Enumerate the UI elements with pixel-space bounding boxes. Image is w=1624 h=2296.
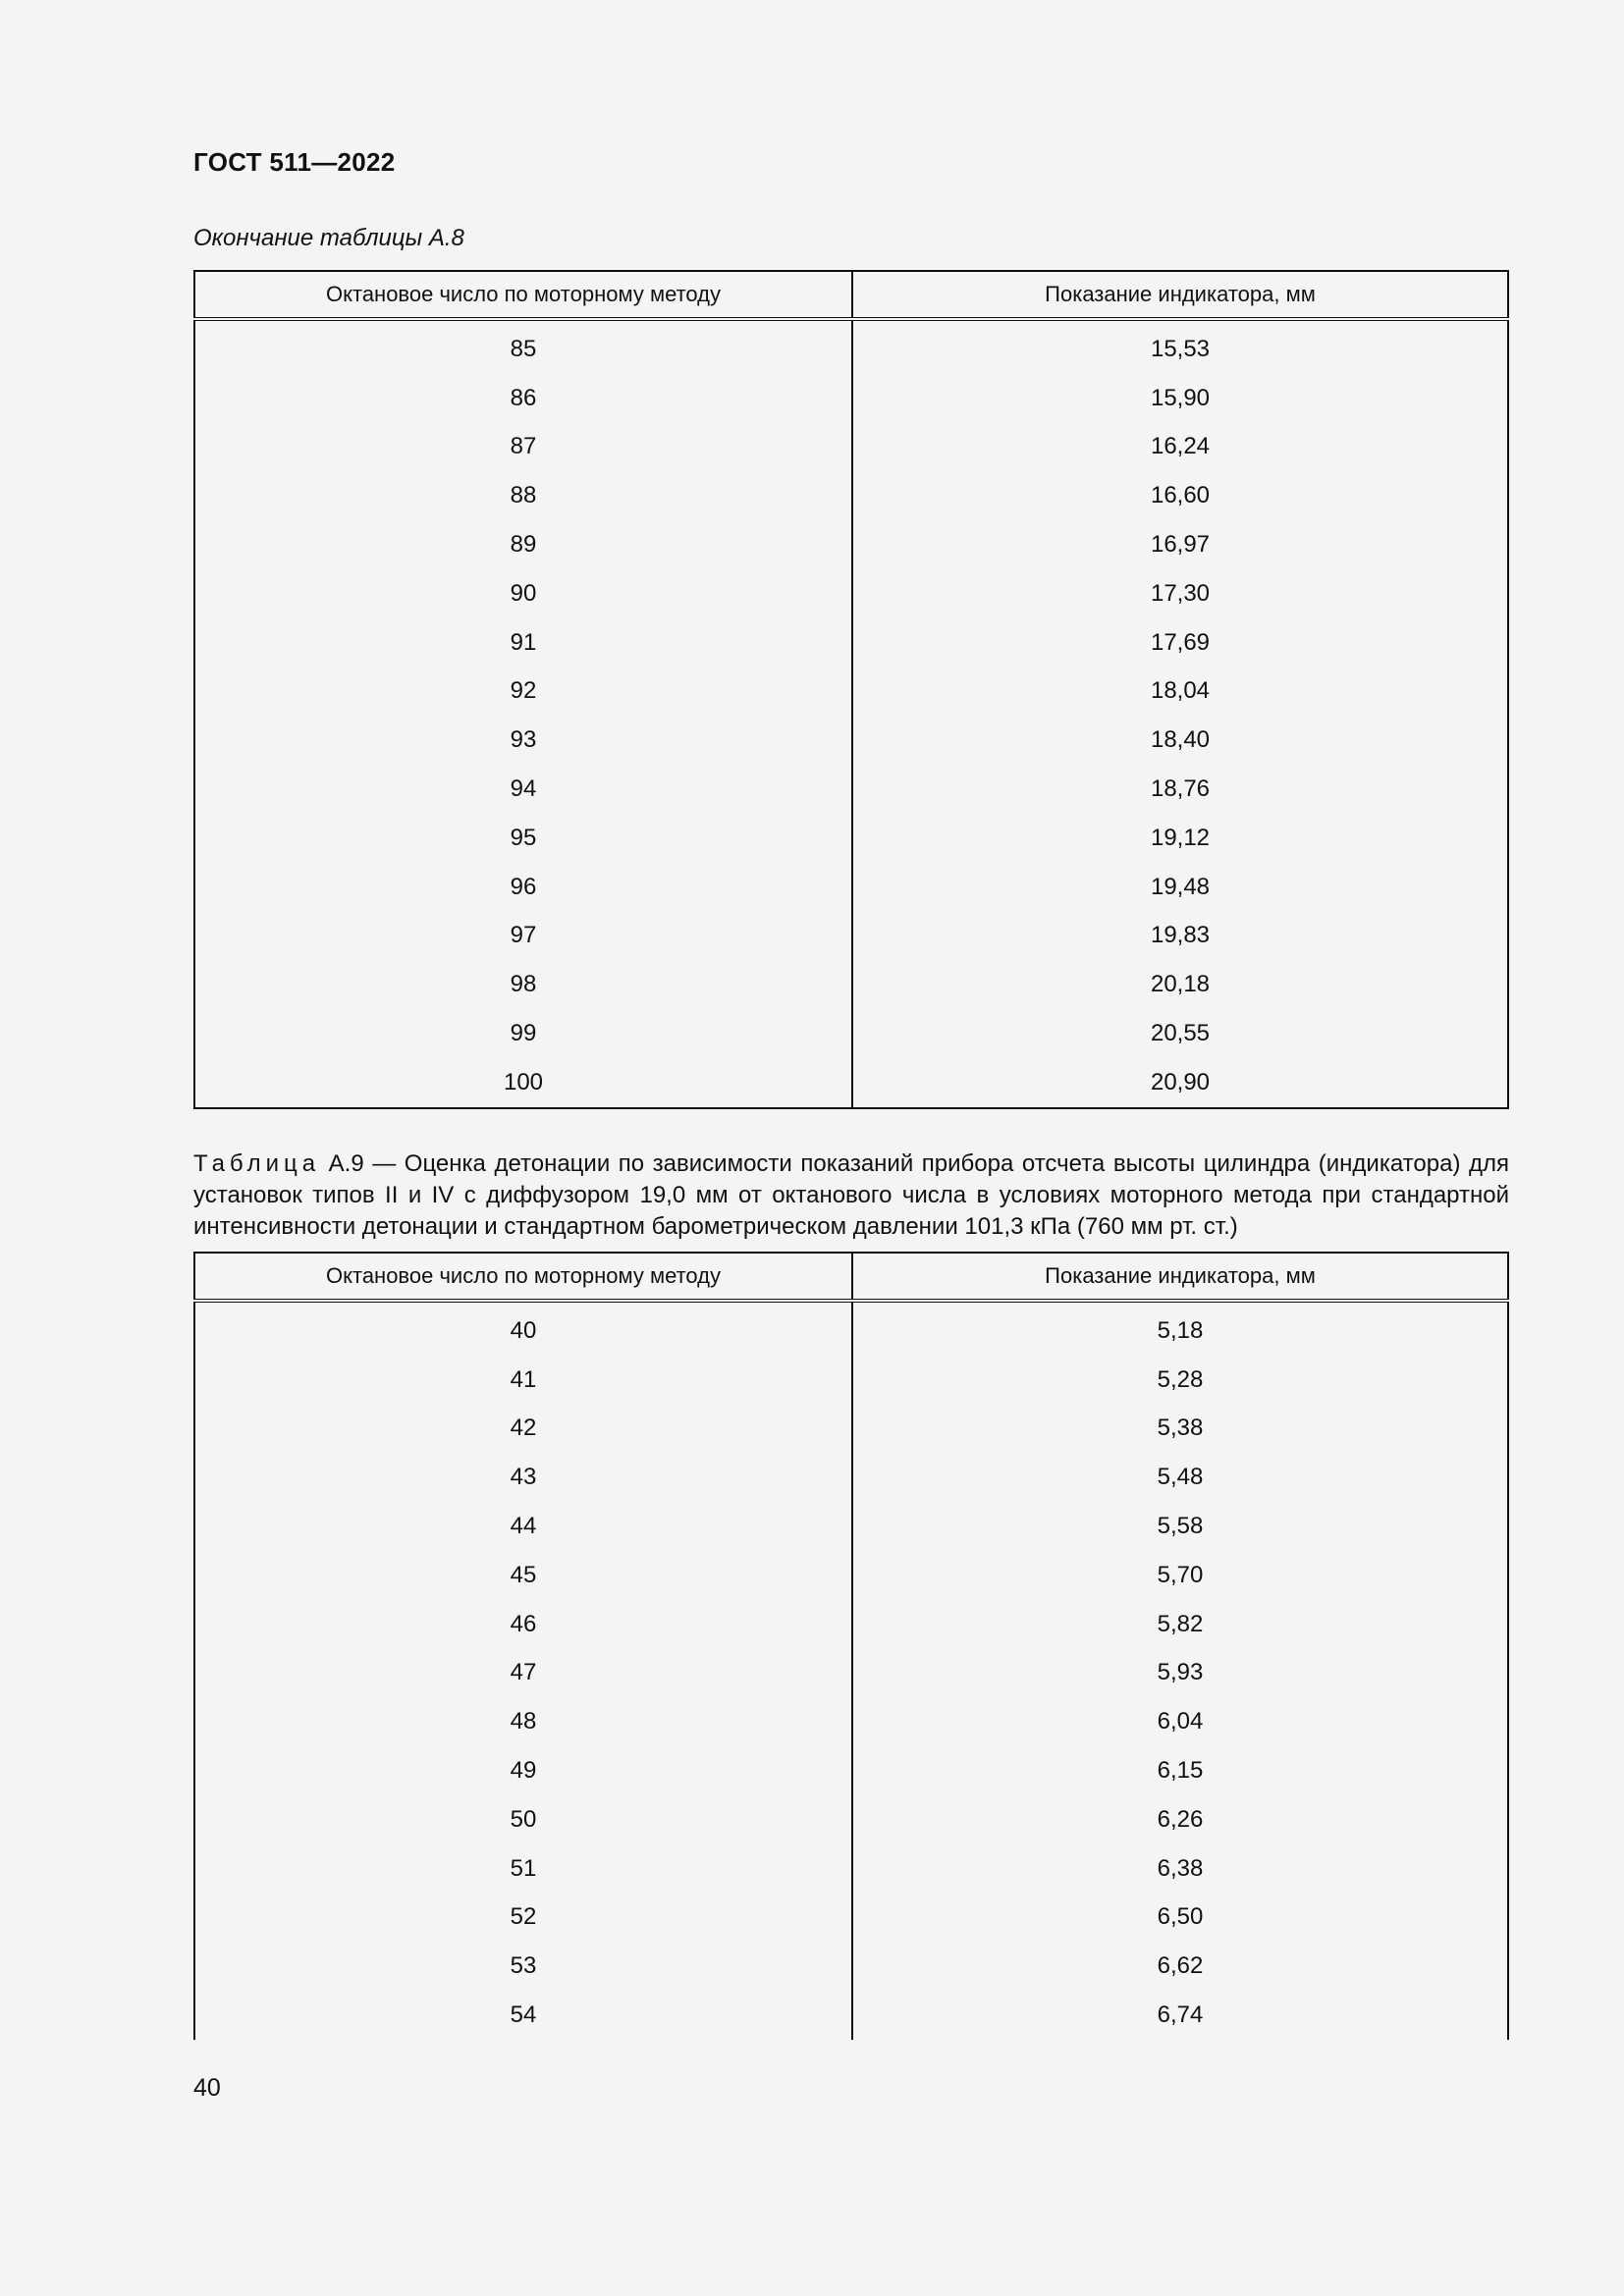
table-row: [194, 863, 1508, 912]
indicator-reading-cell: 6,04: [852, 1697, 1508, 1746]
octane-number-cell: 46: [194, 1600, 852, 1649]
table-row: [194, 423, 1508, 472]
table-row: [194, 520, 1508, 569]
page-number: 40: [193, 2074, 221, 2102]
table-row: [194, 912, 1508, 961]
table-row: [194, 1697, 1508, 1746]
indicator-reading-cell: 19,48: [852, 863, 1508, 912]
octane-number-cell: 97: [194, 912, 852, 961]
indicator-reading-cell: 6,26: [852, 1795, 1508, 1844]
table-row: [194, 1502, 1508, 1551]
indicator-reading-cell: 18,76: [852, 765, 1508, 814]
octane-number-cell: 42: [194, 1405, 852, 1454]
indicator-reading-cell: 20,18: [852, 960, 1508, 1009]
octane-number-cell: 99: [194, 1009, 852, 1058]
octane-number-cell: 51: [194, 1844, 852, 1894]
indicator-reading-cell: 6,62: [852, 1942, 1508, 1991]
table-row: [194, 765, 1508, 814]
table-row: [194, 716, 1508, 765]
table-header-row: [194, 1253, 1508, 1301]
table-row: [194, 1844, 1508, 1894]
table-row: [194, 1600, 1508, 1649]
table-continuation-label: Окончание таблицы А.8: [193, 225, 464, 251]
octane-number-cell: 96: [194, 863, 852, 912]
table-row: [194, 1795, 1508, 1844]
octane-number-cell: 40: [194, 1301, 852, 1356]
indicator-reading-cell: 6,15: [852, 1746, 1508, 1795]
indicator-reading-cell: 15,90: [852, 374, 1508, 423]
table-row: [194, 1301, 1508, 1356]
octane-number-cell: 98: [194, 960, 852, 1009]
octane-number-cell: 49: [194, 1746, 852, 1795]
table-row: [194, 814, 1508, 863]
table-row: [194, 319, 1508, 374]
indicator-reading-cell: 20,90: [852, 1058, 1508, 1108]
octane-number-cell: 87: [194, 423, 852, 472]
octane-number-cell: 95: [194, 814, 852, 863]
indicator-reading-cell: 16,60: [852, 471, 1508, 520]
indicator-reading-cell: 15,53: [852, 319, 1508, 374]
indicator-reading-cell: 16,97: [852, 520, 1508, 569]
octane-number-cell: 86: [194, 374, 852, 423]
indicator-reading-cell: 6,38: [852, 1844, 1508, 1894]
octane-number-cell: 47: [194, 1649, 852, 1698]
indicator-reading-cell: 5,48: [852, 1453, 1508, 1502]
indicator-reading-cell: 5,18: [852, 1301, 1508, 1356]
octane-number-cell: 45: [194, 1551, 852, 1600]
column-header-octane: Октановое число по моторному методу: [194, 1253, 852, 1301]
column-header-indicator: Показание индикатора, мм: [852, 1253, 1508, 1301]
caption-label: Таблица: [193, 1150, 321, 1177]
octane-number-cell: 85: [194, 319, 852, 374]
table-row: [194, 1058, 1508, 1108]
octane-number-cell: 91: [194, 618, 852, 667]
octane-number-cell: 88: [194, 471, 852, 520]
indicator-reading-cell: 6,50: [852, 1894, 1508, 1943]
table-row: [194, 1405, 1508, 1454]
octane-number-cell: 50: [194, 1795, 852, 1844]
indicator-reading-cell: 17,30: [852, 569, 1508, 618]
table-row: [194, 471, 1508, 520]
table-a8: [193, 270, 1509, 1109]
table-row: [194, 960, 1508, 1009]
indicator-reading-cell: 5,58: [852, 1502, 1508, 1551]
table-row: [194, 374, 1508, 423]
table-a9: [193, 1252, 1509, 2040]
octane-number-cell: 54: [194, 1991, 852, 2040]
table-row: [194, 1894, 1508, 1943]
table-row: [194, 1009, 1508, 1058]
table-row: [194, 1356, 1508, 1405]
table-row: [194, 1551, 1508, 1600]
table-row: [194, 1746, 1508, 1795]
indicator-reading-cell: 5,82: [852, 1600, 1508, 1649]
indicator-reading-cell: 17,69: [852, 618, 1508, 667]
octane-number-cell: 41: [194, 1356, 852, 1405]
octane-number-cell: 53: [194, 1942, 852, 1991]
indicator-reading-cell: 5,93: [852, 1649, 1508, 1698]
indicator-reading-cell: 5,28: [852, 1356, 1508, 1405]
indicator-reading-cell: 20,55: [852, 1009, 1508, 1058]
indicator-reading-cell: 6,74: [852, 1991, 1508, 2040]
octane-number-cell: 94: [194, 765, 852, 814]
octane-number-cell: 90: [194, 569, 852, 618]
indicator-reading-cell: 19,12: [852, 814, 1508, 863]
table-header-row: [194, 271, 1508, 319]
octane-number-cell: 44: [194, 1502, 852, 1551]
indicator-reading-cell: 5,70: [852, 1551, 1508, 1600]
octane-number-cell: 92: [194, 667, 852, 717]
indicator-reading-cell: 16,24: [852, 423, 1508, 472]
octane-number-cell: 93: [194, 716, 852, 765]
octane-number-cell: 48: [194, 1697, 852, 1746]
indicator-reading-cell: 19,83: [852, 912, 1508, 961]
indicator-reading-cell: 18,04: [852, 667, 1508, 717]
document-code: ГОСТ 511—2022: [193, 147, 396, 177]
table-a9-caption: [193, 1148, 1509, 1243]
indicator-reading-cell: 5,38: [852, 1405, 1508, 1454]
octane-number-cell: 52: [194, 1894, 852, 1943]
table-row: [194, 667, 1508, 717]
octane-number-cell: 89: [194, 520, 852, 569]
table-row: [194, 569, 1508, 618]
column-header-octane: Октановое число по моторному методу: [194, 271, 852, 319]
column-header-indicator: Показание индикатора, мм: [852, 271, 1508, 319]
table-row: [194, 618, 1508, 667]
octane-number-cell: 43: [194, 1453, 852, 1502]
caption-text: А.9 — Оценка детонации по зависимости показаний прибора отсчета высоты цилиндра (индикатора) для установок типов II и IV с диффузором 19,0 мм от октанового числа в условиях моторного метода при стандартной интенсивности детонации и стандартном барометрическом давлении 101,3 кПа (760 мм рт. ст.): [193, 1150, 1509, 1240]
indicator-reading-cell: 18,40: [852, 716, 1508, 765]
octane-number-cell: 100: [194, 1058, 852, 1108]
table-row: [194, 1453, 1508, 1502]
table-row: [194, 1649, 1508, 1698]
table-row: [194, 1991, 1508, 2040]
table-row: [194, 1942, 1508, 1991]
